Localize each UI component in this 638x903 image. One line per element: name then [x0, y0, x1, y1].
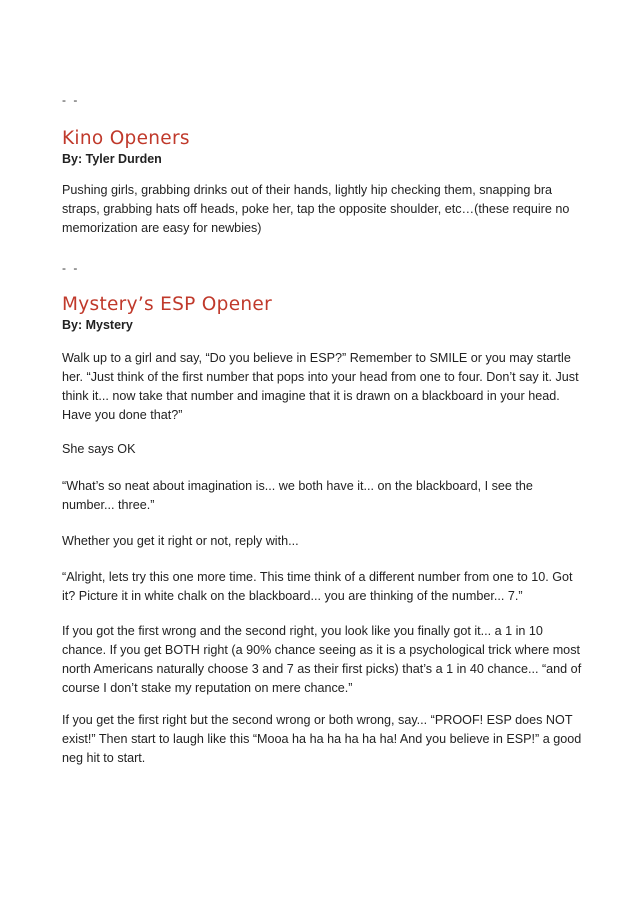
paragraph: If you got the first wrong and the second right, you look like you finally got it... a 1 in 10 chance. If you get BOTH right (a 90% chance seeing as it is a psychological trick where most north Americans naturally choose 3 and 7 as their first picks) that’s a 1 in 40 chance... “and of course I don’t stake my reputation on mere chance.”: [62, 624, 582, 695]
paragraph: Whether you get it right or not, reply with...: [62, 534, 299, 548]
paragraph: If you get the first right but the second wrong or both wrong, say... “PROOF! ESP does NOT exist!” Then start to laugh like this “Mooa ha ha ha ha ha ha! And you believe in ESP!” a good neg hit to start.: [62, 713, 582, 765]
section-separator: - -: [62, 261, 80, 275]
section-title-kino-openers: Kino Openers: [62, 128, 190, 149]
section-byline: By: Mystery: [62, 318, 133, 332]
paragraph: Walk up to a girl and say, “Do you believe in ESP?” Remember to SMILE or you may startle her. “Just think of the first number that pops into your head from one to four. Don’t say it. Just think it... now take that number and imagine that it is drawn on a blackboard in your head. Have you done that?”: [62, 351, 579, 422]
section-separator: - -: [62, 93, 80, 107]
paragraph: “What’s so neat about imagination is... we both have it... on the blackboard, I see the number... three.”: [62, 479, 533, 512]
paragraph: Pushing girls, grabbing drinks out of their hands, lightly hip checking them, snapping bra straps, grabbing hats off heads, poke her, tap the opposite shoulder, etc…(these require no memorization are easy for newbies): [62, 183, 570, 235]
paragraph: “Alright, lets try this one more time. This time think of a different number from one to 10. Got it? Picture it in white chalk on the blackboard... you are thinking of the number... 7.”: [62, 570, 573, 603]
section-title-mystery-esp-opener: Mystery’s ESP Opener: [62, 294, 273, 315]
paragraph: She says OK: [62, 442, 136, 456]
section-byline: By: Tyler Durden: [62, 152, 162, 166]
